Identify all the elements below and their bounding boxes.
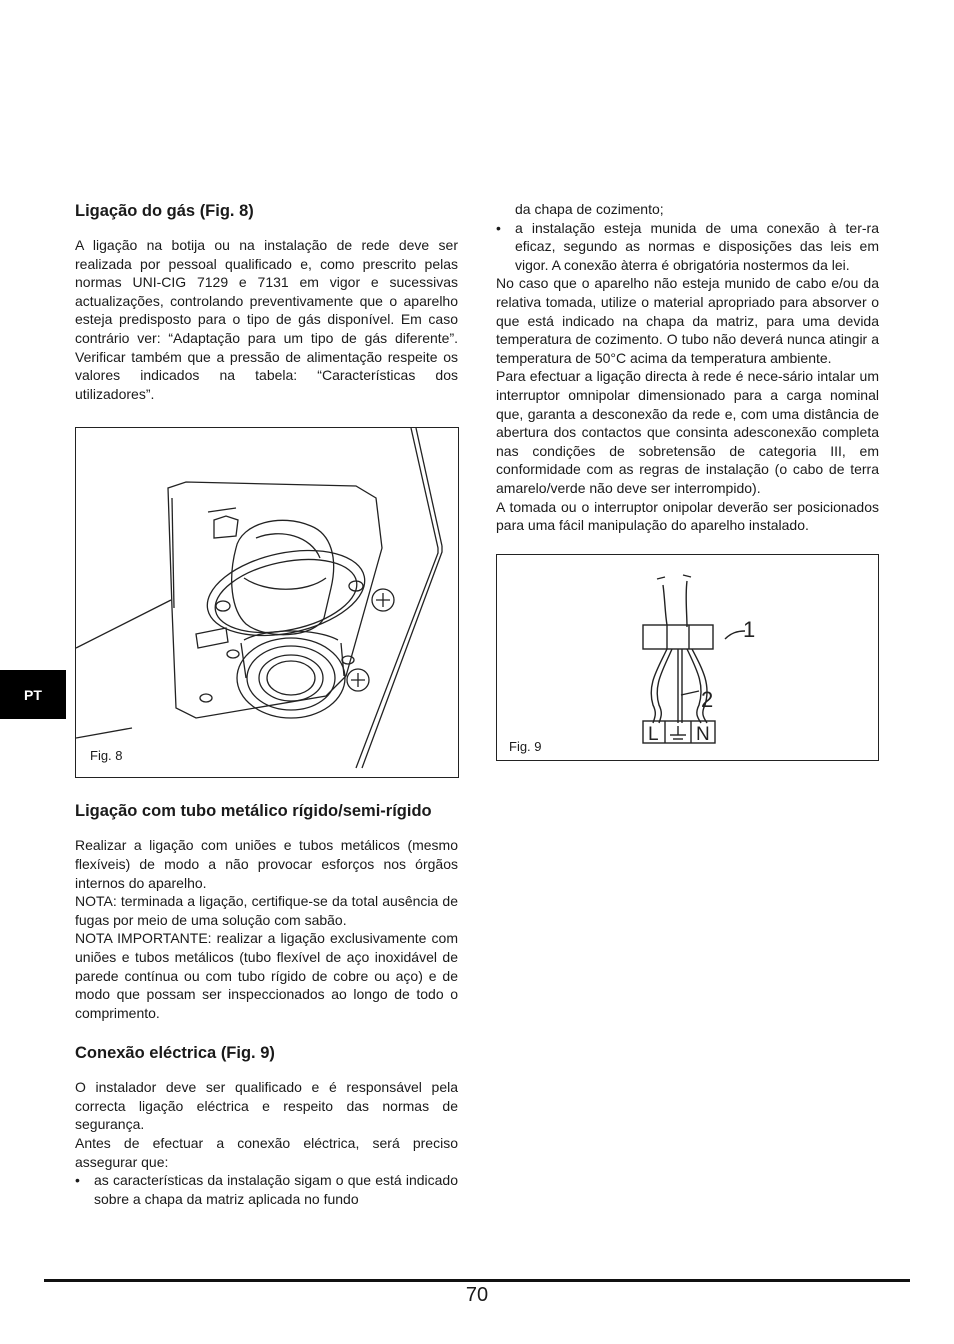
- left-column: [75, 200, 458, 1208]
- metal-pipe-important-note: NOTA IMPORTANTE: realizar a ligação exclusivamente com uniões e tubos metálicos (tubo flexível de aço inoxidável de parede contínua ou com tubo rígido de cobre ou aço) e de modo que possam ser inspeccionados ao longo de todo o comprimento.: [75, 930, 458, 1021]
- gas-inlet-illustration: [76, 428, 458, 777]
- socket-paragraph: A tomada ou o interruptor onipolar deverão ser posicionados para uma fácil manipulação do aparelho instalado.: [496, 498, 879, 534]
- metal-pipe-heading: Ligação com tubo metálico rígido/semi-rígido: [75, 802, 432, 821]
- footer-rule: [44, 1279, 910, 1282]
- language-tab: PT: [0, 670, 66, 719]
- cable-paragraph: No caso que o aparelho não esteja munido de cabo e/ou da relativa tomada, utilize o material apropriado para absorver o que está indicado na chapa da matriz, para uma devida temperatura de cozimento. O tubo não deverá nunca atingir a temperatura de 50°C acima da temperatura ambiente.: [496, 275, 879, 366]
- switch-paragraph: Para efectuar a ligação directa à rede é nece-sário intalar um interruptor omnipolar dimensionado para a carga nominal que, garanta a desconexão da rede e, com uma distância de abertura dos contactos que consinta adesconexão completa nas condições de sobretensão de categoria III, em conformidade com as regras de instalação (o cabo de terra amarelo/verde não deve ser interrompido).: [496, 368, 879, 496]
- right-column: [496, 200, 879, 761]
- figure-9: [496, 554, 879, 761]
- gas-connection-heading: Ligação do gás (Fig. 8): [75, 202, 254, 220]
- figure-8-caption: Fig. 8: [90, 748, 123, 764]
- label-L: L: [648, 723, 659, 745]
- label-1: 1: [743, 616, 756, 642]
- figure-8: [75, 427, 459, 778]
- list-item: • as características da instalação sigam o que está indicado sobre a chapa da matriz aplicada no fundo: [75, 1171, 458, 1208]
- electric-connection-heading: Conexão eléctrica (Fig. 9): [75, 1044, 275, 1063]
- label-N: N: [696, 723, 710, 745]
- metal-pipe-paragraph-1: Realizar a ligação com uniões e tubos metálicos (mesmo flexíveis) de modo a não provocar esforços nos órgãos internos do aparelho.: [75, 837, 458, 891]
- page-number: 70: [465, 1284, 489, 1306]
- terminal-block-diagram: [497, 555, 878, 760]
- list-item: • a instalação esteja munida de uma conexão à ter-ra eficaz, segundo as normas e disposições das leis em vigor. A conexão àterra é obrigatória nostermos da lei.: [496, 219, 879, 275]
- label-2: 2: [701, 686, 714, 712]
- electric-requirements-list-continued: [496, 219, 879, 275]
- gas-connection-paragraph: A ligação na botija ou na instalação de rede deve ser realizada por pessoal qualificado e, como prescrito pelas normas UNI-CIG 7129 e 7131 em vigor e sucessivas actualizações, controlando preventivamente que o aparelho esteja predisposto para o tipo de gás disponível. Em caso contrário ver: “Adaptação para um tipo de gás diferente”. Verificar também que a pressão de alimentação respeite os valores indicados na tabela: “Características dos utilizadores”.: [75, 237, 458, 402]
- electric-paragraph-1: O instalador deve ser qualificado e é responsável pela correcta ligação eléctrica e respeito das normas de segurança.: [75, 1079, 458, 1133]
- figure-9-caption: Fig. 9: [509, 738, 542, 754]
- electric-requirements-list: [75, 1171, 458, 1208]
- bullet-continuation: da chapa de cozimento;: [515, 201, 664, 217]
- electric-paragraph-2: Antes de efectuar a conexão eléctrica, será preciso assegurar que:: [75, 1135, 458, 1170]
- metal-pipe-note: NOTA: terminada a ligação, certifique-se da total ausência de fugas por meio de uma solução com sabão.: [75, 893, 458, 928]
